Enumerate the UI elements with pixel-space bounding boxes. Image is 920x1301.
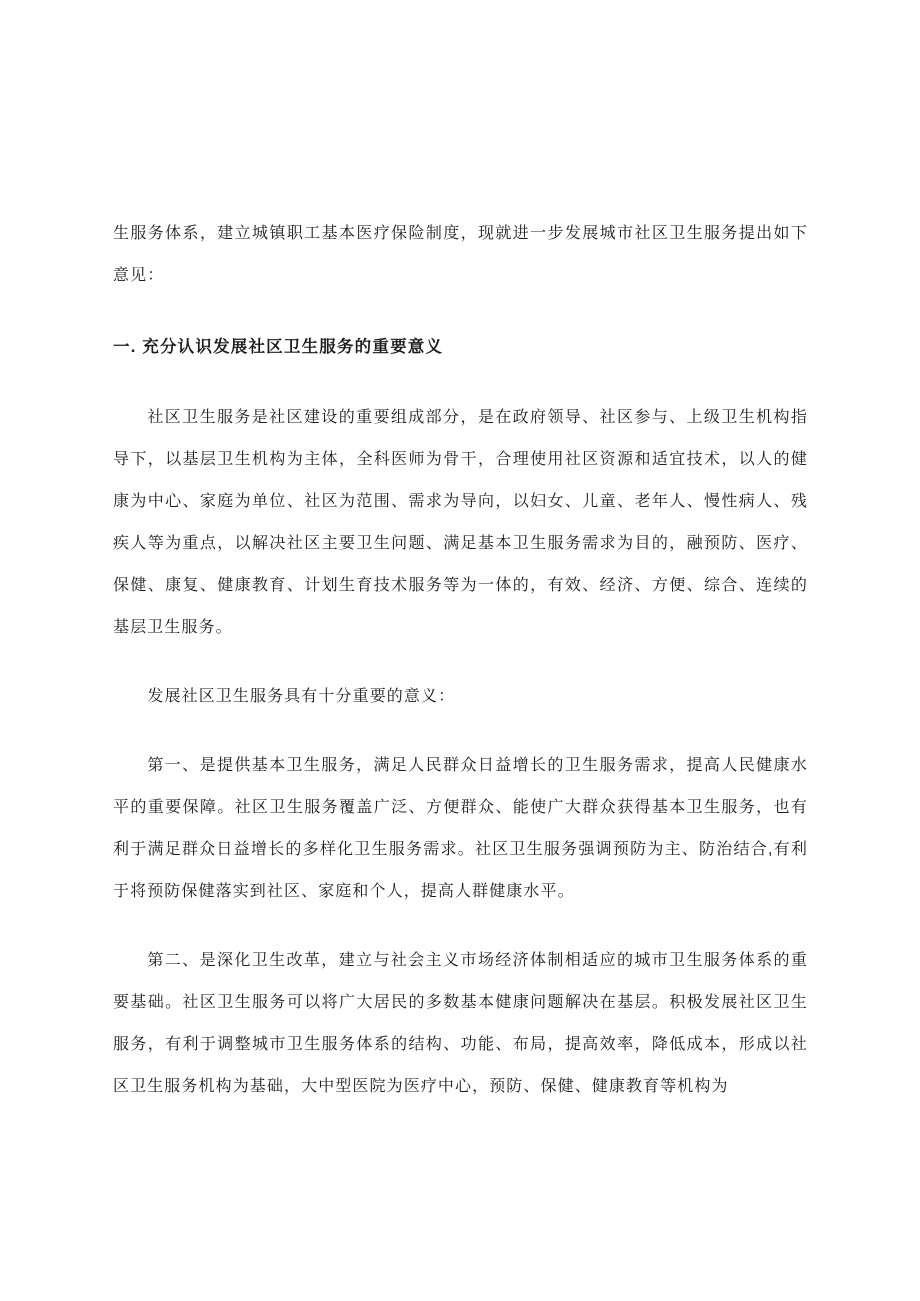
paragraph-point-one: 第一、是提供基本卫生服务，满足人民群众日益增长的卫生服务需求，提高人民健康水平的重要保障。社区卫生服务覆盖广泛、方便群众、能使广大群众获得基本卫生服务，也有利于满足群众日益增长的多样化卫生服务需求。社区卫生服务强调预防为主、防治结合,有利于将预防保健落实到社区、家庭和个人，提高人群健康水平。 bbox=[113, 757, 808, 900]
paragraph-lead-in: 发展社区卫生服务具有十分重要的意义： bbox=[147, 688, 456, 705]
paragraph-definition: 社区卫生服务是社区建设的重要组成部分，是在政府领导、社区参与、上级卫生机构指导下，以基层卫生机构为主体，全科医师为骨干，合理使用社区资源和适宜技术，以人的健康为中心、家庭为单位、社区为范围、需求为导向，以妇女、儿童、老年人、慢性病人、残疾人等为重点，以解决社区主要卫生问题、满足基本卫生服务需求为目的，融预防、医疗、保健、康复、健康教育、计划生育技术服务等为一体的，有效、经济、方便、综合、连续的基层卫生服务。 bbox=[113, 409, 808, 636]
paragraph-point-two: 第二、是深化卫生改革，建立与社会主义市场经济体制相适应的城市卫生服务体系的重要基础。社区卫生服务可以将广大居民的多数基本健康问题解决在基层。积极发展社区卫生服务，有利于调整城市卫生服务体系的结构、功能、布局，提高效率，降低成本，形成以社区卫生服务机构为基础，大中型医院为医疗中心，预防、保健、健康教育等机构为 bbox=[113, 952, 808, 1095]
paragraph-continuation: 生服务体系，建立城镇职工基本医疗保险制度，现就进一步发展城市社区卫生服务提出如下意见： bbox=[113, 225, 808, 284]
section-heading: 一. 充分认识发展社区卫生服务的重要意义 bbox=[113, 338, 444, 356]
